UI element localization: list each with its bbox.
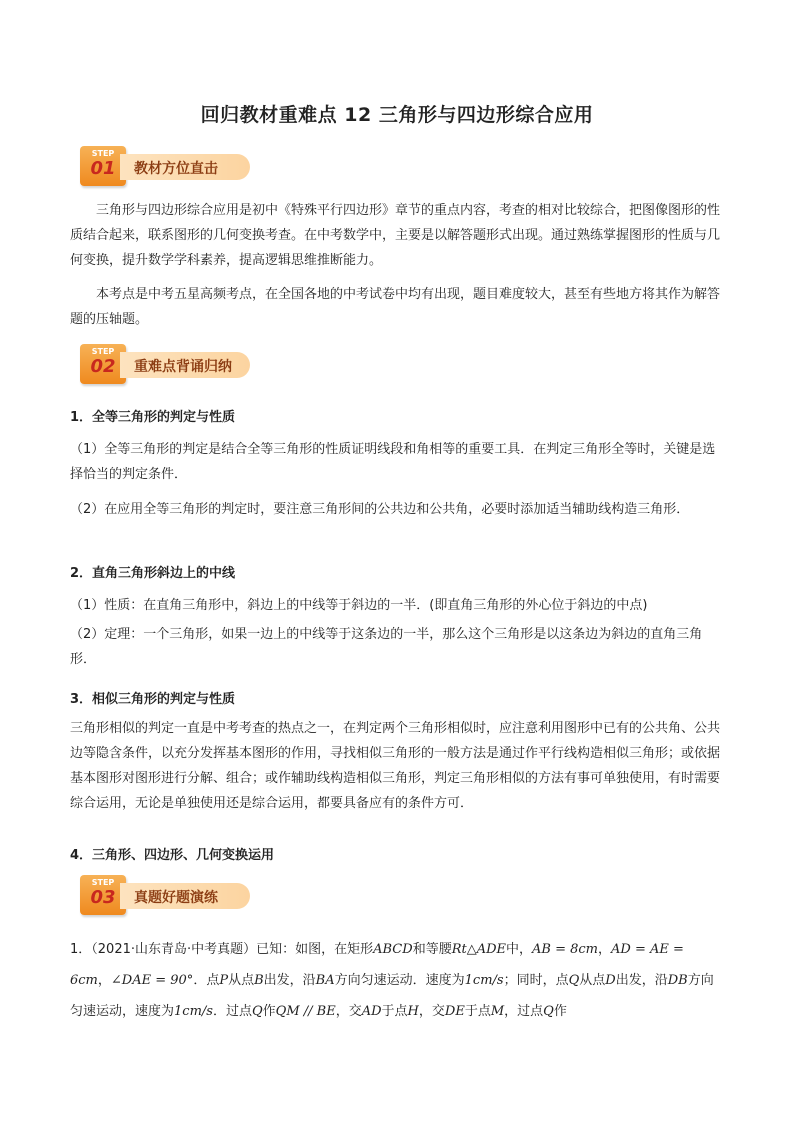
problem-text: 中， bbox=[506, 942, 533, 957]
problem-text: 作 bbox=[553, 1004, 567, 1019]
problem-text: 从点 bbox=[579, 973, 606, 988]
math-expr: Rt△ADE bbox=[451, 942, 507, 957]
math-expr: ∠DAE = 90° bbox=[110, 973, 194, 988]
section-2-point-2: （2）定理：一个三角形，如果一边上的中线等于这条边的一半，那么这个三角形是以这条边为斜边的直角三角形． bbox=[70, 627, 703, 667]
math-expr: M bbox=[490, 1004, 505, 1019]
step-label: STEP bbox=[91, 878, 115, 887]
math-expr: ABCD bbox=[373, 942, 413, 957]
math-expr: AB = 8cm bbox=[532, 942, 599, 957]
problem-text: 出发，沿 bbox=[263, 973, 316, 988]
problem-text: ，交 bbox=[418, 1004, 445, 1019]
problem-text: ；同时，点 bbox=[503, 973, 569, 988]
step-number: 02 bbox=[90, 356, 116, 377]
step-label: STEP bbox=[91, 347, 115, 356]
intro-paragraph-2: 本考点是中考五星高频考点，在全国各地的中考试卷中均有出现，题目难度较大，甚至有些地方将其作为解答题的压轴题。 bbox=[70, 287, 721, 327]
problem-text: ．过点 bbox=[212, 1004, 252, 1019]
math-expr: AD = AE = 6cm bbox=[70, 942, 684, 988]
section-1-heading: 1．全等三角形的判定与性质 bbox=[70, 410, 236, 425]
problem-text: ， bbox=[598, 942, 612, 957]
math-expr: H bbox=[407, 1004, 419, 1019]
problem-text: 从点 bbox=[228, 973, 255, 988]
math-expr: AD bbox=[361, 1004, 382, 1019]
problem-1 bbox=[70, 934, 726, 1027]
math-expr: DE bbox=[444, 1004, 465, 1019]
problem-text: ，交 bbox=[335, 1004, 362, 1019]
step-03-banner bbox=[80, 875, 250, 915]
step-heading-bar bbox=[120, 352, 250, 378]
problem-text: ．点 bbox=[193, 973, 220, 988]
problem-text: ， bbox=[97, 973, 111, 988]
step-heading-bar bbox=[120, 154, 250, 180]
step-number: 01 bbox=[90, 158, 116, 179]
step-label: STEP bbox=[91, 149, 115, 158]
math-expr: B bbox=[254, 973, 264, 988]
math-expr: Q bbox=[568, 973, 580, 988]
problem-text: 和等腰 bbox=[412, 942, 452, 957]
step-heading-bar bbox=[120, 883, 250, 909]
step-number: 03 bbox=[90, 887, 116, 908]
problem-text: ，过点 bbox=[504, 1004, 544, 1019]
page-title: 回归教材重难点 12 三角形与四边形综合应用 bbox=[200, 104, 594, 126]
step-heading: 真题好题演练 bbox=[134, 890, 218, 906]
math-expr: Q bbox=[251, 1004, 263, 1019]
math-expr: 1cm/s bbox=[174, 1004, 213, 1019]
math-expr: 1cm/s bbox=[464, 973, 504, 988]
intro-paragraph-1: 三角形与四边形综合应用是初中《特殊平行四边形》章节的重点内容，考查的相对比较综合，把图像图形的性质结合起来，联系图形的几何变换考查。在中考数学中，主要是以解答题形式出现。通过熟练掌握图形的性质与几何变换，提升数学学科素养，提高逻辑思维推断能力。 bbox=[70, 203, 721, 268]
math-expr: P bbox=[219, 973, 229, 988]
section-2-heading: 2．直角三角形斜边上的中线 bbox=[70, 566, 236, 581]
section-3-heading: 3．相似三角形的判定与性质 bbox=[70, 692, 236, 707]
math-expr: DB bbox=[667, 973, 688, 988]
math-expr: D bbox=[605, 973, 616, 988]
section-2-point-1: （1）性质：在直角三角形中，斜边上的中线等于斜边的一半．(即直角三角形的外心位于斜边的中点) bbox=[70, 598, 648, 613]
math-expr: QM // BE bbox=[275, 1004, 336, 1019]
section-1-point-2: （2）在应用全等三角形的判定时，要注意三角形间的公共边和公共角，必要时添加适当辅助线构造三角形． bbox=[70, 502, 690, 517]
section-3-paragraph: 三角形相似的判定一直是中考考查的热点之一，在判定两个三角形相似时，应注意利用图形中已有的公共角、公共边等隐含条件，以充分发挥基本图形的作用，寻找相似三角形的一般方法是通过作平行线构造相似三角形；或依据基本图形对图形进行分解、组合；或作辅助线构造相似三角形，判定三角形相似的方法有事可单独使用，有时需要综合运用，无论是单独使用还是综合运用，都要具备应有的条件方可． bbox=[70, 721, 721, 811]
problem-text: 方向匀速运动，速度为 bbox=[70, 973, 714, 1019]
problem-text: 于点 bbox=[464, 1004, 491, 1019]
problem-text: 出发，沿 bbox=[615, 973, 668, 988]
math-expr: BA bbox=[315, 973, 335, 988]
problem-text: 作 bbox=[262, 1004, 276, 1019]
section-4-heading: 4．三角形、四边形、几何变换运用 bbox=[70, 848, 275, 863]
problem-text: 于点 bbox=[381, 1004, 408, 1019]
section-1-point-1: （1）全等三角形的判定是结合全等三角形的性质证明线段和角相等的重要工具．在判定三角形全等时，关键是选择恰当的判定条件． bbox=[70, 442, 716, 482]
step-02-banner bbox=[80, 344, 250, 384]
step-heading: 重难点背诵归纳 bbox=[134, 359, 232, 375]
step-heading: 教材方位直击 bbox=[134, 161, 218, 177]
step-01-banner bbox=[80, 146, 250, 186]
problem-text: 1．（2021·山东青岛·中考真题）已知：如图，在矩形 bbox=[70, 942, 374, 957]
math-expr: Q bbox=[543, 1004, 554, 1019]
problem-text: 方向匀速运动．速度为 bbox=[334, 973, 465, 988]
